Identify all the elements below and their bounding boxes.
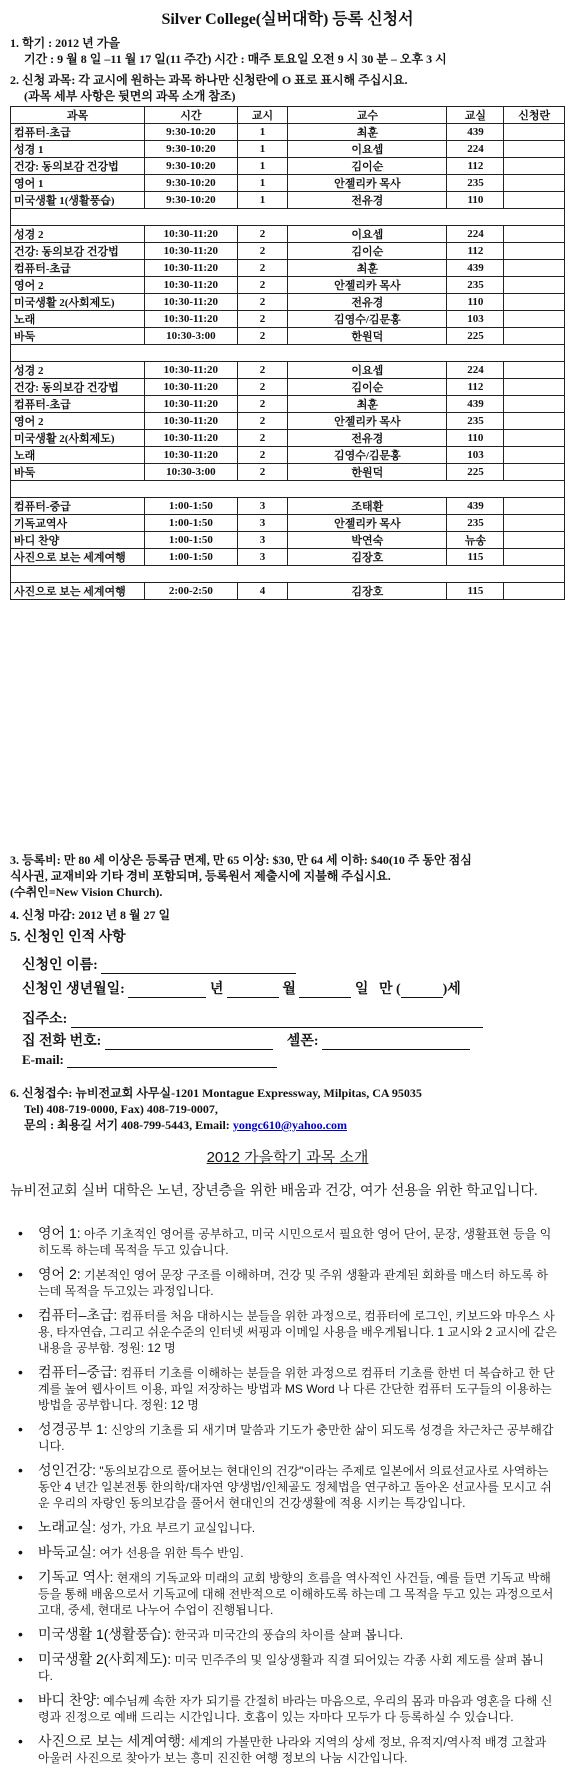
cell-instructor: 이요셉 (288, 226, 447, 243)
cell-signup[interactable] (504, 294, 565, 311)
cell-signup[interactable] (504, 515, 565, 532)
cell-room: 103 (447, 311, 504, 328)
cell-room: 115 (447, 583, 504, 600)
cell-period: 2 (237, 277, 287, 294)
cell-period: 2 (237, 430, 287, 447)
cell-instructor: 한원덕 (288, 328, 447, 345)
deadline: 4. 신청 마감: 2012 년 8 월 27 일 (10, 908, 171, 922)
course-desc: 현재의 기독교와 미래의 교회 방향의 흐름을 역사적인 사건들, 예를 들면 기독교 박해 등을 통해 배움으로서 기독교에 대해 전반적으로 이해하도록 하는데 그 목적을 두고 있는 과정으로서 고대, 중세, 현대로 나누어 수업이 진행됩니다. (38, 1571, 554, 1617)
course-description-item (18, 1421, 558, 1454)
group-spacer (11, 566, 565, 583)
semester-label: 1. 학기 : 2012 년 가을 (10, 36, 120, 50)
course-name: 성인건강: (38, 1462, 96, 1478)
cell-period: 2 (237, 464, 287, 481)
course-name: 컴퓨터–초급: (38, 1307, 118, 1323)
cell-room: 115 (447, 549, 504, 566)
cell-instructor: 김장호 (288, 549, 447, 566)
cell-signup[interactable] (504, 328, 565, 345)
cell-signup[interactable] (504, 175, 565, 192)
cell-period: 1 (237, 158, 287, 175)
course-name: 영어 2: (38, 1266, 81, 1282)
month-label: 월 (282, 982, 296, 997)
course-description-item (18, 1544, 558, 1561)
group-spacer-cell (11, 481, 565, 498)
table-row (11, 192, 565, 209)
age-prefix: 만 ( (378, 982, 401, 997)
group-spacer (11, 481, 565, 498)
cell-period: 1 (237, 124, 287, 141)
cell-label: 셀폰: (286, 1034, 319, 1049)
cell-time: 10:30-11:20 (144, 362, 237, 379)
email-field[interactable] (67, 1053, 277, 1068)
bullet-icon: • (18, 1421, 23, 1437)
cell-time: 10:30-3:00 (144, 464, 237, 481)
contact-inquiry: 문의 : 최용길 서기 408-799-5443, Email: (24, 1118, 230, 1132)
cell-instructor: 김이순 (288, 158, 447, 175)
cell-course: 미국생활 1(생활풍습) (11, 192, 145, 209)
cell-course: 건강: 동의보감 건강법 (11, 158, 145, 175)
cell-signup[interactable] (504, 277, 565, 294)
home-phone-label: 집 전화 번호: (22, 1034, 102, 1049)
cell-room: 103 (447, 447, 504, 464)
contact-line-3 (24, 1118, 347, 1133)
course-description-item (18, 1692, 558, 1725)
cell-room: 112 (447, 158, 504, 175)
bullet-icon: • (18, 1626, 23, 1642)
course-name: 노래교실: (38, 1519, 96, 1535)
course-description-item (18, 1626, 558, 1643)
cell-instructor: 최훈 (288, 260, 447, 277)
cell-time: 1:00-1:50 (144, 515, 237, 532)
cell-instructor: 박연숙 (288, 532, 447, 549)
cell-signup[interactable] (504, 379, 565, 396)
cell-instructor: 김영수/김문홍 (288, 447, 447, 464)
cell-course: 성경 2 (11, 226, 145, 243)
course-description-item (18, 1266, 558, 1299)
cell-course: 바둑 (11, 328, 145, 345)
course-description-item (18, 1462, 558, 1511)
cell-course: 미국생활 2(사회제도) (11, 294, 145, 311)
table-row (11, 243, 565, 260)
course-name: 영어 1: (38, 1225, 81, 1241)
course-description-item (18, 1733, 558, 1766)
address-label: 집주소: (22, 1012, 68, 1027)
cell-time: 1:00-1:50 (144, 532, 237, 549)
bullet-icon: • (18, 1364, 23, 1380)
table-row (11, 277, 565, 294)
group-spacer-cell (11, 566, 565, 583)
cell-signup[interactable] (504, 362, 565, 379)
cell-course: 영어 2 (11, 277, 145, 294)
cell-course: 노래 (11, 447, 145, 464)
cell-room: 439 (447, 124, 504, 141)
cell-signup[interactable] (504, 141, 565, 158)
course-intro-title (0, 1146, 575, 1167)
cell-time: 10:30-11:20 (144, 413, 237, 430)
course-desc: 컴퓨터를 처음 대하시는 분들을 위한 과정으로, 컴퓨터에 로그인, 키보드와 마우스 사용, 타자연습, 그리고 쉬운수준의 인터넷 써핑과 이메일 사용을 배우게됩니다. 1 교시와 2 교시에 같은 내용을 공부함. 정원: 12 명 (38, 1309, 557, 1355)
cell-room: 112 (447, 379, 504, 396)
course-name: 바둑교실: (38, 1544, 96, 1560)
course-desc: 기본적인 영어 문장 구조를 이해하며, 건강 및 주위 생활과 관계된 회화를 매스터 하도록 하는데 목적을 두고있는 과정입니다. (38, 1268, 548, 1298)
header-period: 교시 (237, 107, 287, 124)
cell-room: 112 (447, 243, 504, 260)
course-desc: 여가 선용을 위한 특수 반임. (99, 1546, 244, 1560)
table-row (11, 396, 565, 413)
year-label: 년 (209, 982, 224, 997)
home-phone-field[interactable] (105, 1035, 273, 1050)
cell-instructor: 최훈 (288, 124, 447, 141)
cell-period: 4 (237, 583, 287, 600)
course-name: 사진으로 보는 세계여행: (38, 1733, 185, 1749)
courses-instruction: 2. 신청 과목: 각 교시에 원하는 과목 하나만 신청란에 O 표로 표시해 주십시요. (10, 73, 408, 87)
cell-time: 10:30-11:20 (144, 277, 237, 294)
cell-room: 225 (447, 464, 504, 481)
cell-time: 10:30-11:20 (144, 294, 237, 311)
course-name: 미국생활 1(생활풍습): (38, 1626, 172, 1642)
cell-time: 10:30-11:20 (144, 243, 237, 260)
cell-time: 9:30-10:20 (144, 192, 237, 209)
cell-period: 2 (237, 226, 287, 243)
cell-time: 10:30-11:20 (144, 379, 237, 396)
cell-signup[interactable] (504, 413, 565, 430)
course-name: 성경공부 1: (38, 1421, 108, 1437)
course-description-item (18, 1225, 558, 1258)
course-name: 기독교 역사: (38, 1569, 114, 1585)
cell-signup[interactable] (504, 447, 565, 464)
cell-course: 건강: 동의보감 건강법 (11, 379, 145, 396)
cell-time: 1:00-1:50 (144, 549, 237, 566)
table-row (11, 549, 565, 566)
cell-time: 10:30-11:20 (144, 447, 237, 464)
cell-field[interactable] (322, 1035, 470, 1050)
birth-day-field[interactable] (299, 983, 351, 998)
cell-period: 2 (237, 260, 287, 277)
course-description-item (18, 1364, 558, 1413)
cell-room: 뉴송 (447, 532, 504, 549)
cell-course: 사진으로 보는 세계여행 (11, 583, 145, 600)
group-spacer-cell (11, 345, 565, 362)
cell-time: 10:30-11:20 (144, 396, 237, 413)
cell-period: 3 (237, 532, 287, 549)
fee-line-3: (수취인=New Vision Church). (10, 885, 163, 899)
cell-course: 컴퓨터-초급 (11, 396, 145, 413)
contact-line-1: 6. 신청접수: 뉴비전교회 사무실-1201 Montague Expressway, Milpitas, CA 95035 (10, 1086, 422, 1100)
course-desc: 성가, 가요 부르기 교실입니다. (99, 1521, 256, 1535)
cell-signup[interactable] (504, 583, 565, 600)
table-row (11, 311, 565, 328)
address-field[interactable] (71, 1013, 483, 1028)
applicant-info-label: 5. 신청인 인적 사항 (10, 930, 126, 945)
contact-line-2: Tel) 408-719-0000, Fax) 408-719-0007, (24, 1102, 218, 1116)
cell-course: 건강: 동의보감 건강법 (11, 243, 145, 260)
cell-period: 3 (237, 549, 287, 566)
cell-instructor: 김이순 (288, 243, 447, 260)
phone-row (22, 1030, 470, 1050)
fee-line-2: 식사권, 교재비와 기타 경비 포함되며, 등록원서 제출시에 지불해 주십시요. (10, 869, 391, 883)
cell-time: 9:30-10:20 (144, 141, 237, 158)
birth-label: 신청인 생년월일: (22, 982, 125, 997)
bullet-icon: • (18, 1225, 23, 1241)
bullet-icon: • (18, 1266, 23, 1282)
course-desc: 예수님께 속한 자가 되기를 간절히 바라는 마음으로, 우리의 몸과 마음과 영혼을 다해 신령과 진정으로 예배 드리는 시간입니다. 호흡이 있는 자마다 모두가 다 등록하실 수 있습니다. (38, 1694, 553, 1724)
cell-instructor: 전유경 (288, 294, 447, 311)
cell-room: 235 (447, 175, 504, 192)
cell-time: 10:30-11:20 (144, 311, 237, 328)
table-row (11, 260, 565, 277)
form-title: Silver College(실버대학) 등록 신청서 (161, 11, 414, 28)
birth-row (22, 978, 461, 998)
cell-instructor: 최훈 (288, 396, 447, 413)
bullet-icon: • (18, 1733, 23, 1749)
fee-line-1: 3. 등록비: 만 80 세 이상은 등록금 면제, 만 65 이상: $30, 만 64 세 이하: $40(10 주 동안 점심 (10, 853, 472, 867)
header-instructor: 교수 (288, 107, 447, 124)
semester-period: 기간 : 9 월 8 일 –11 월 17 일(11 주간) 시간 : 매주 토요일 오전 9 시 30 분 – 오후 3 시 (24, 52, 447, 66)
cell-signup[interactable] (504, 192, 565, 209)
cell-period: 2 (237, 396, 287, 413)
course-desc: 세계의 가볼만한 나라와 지역의 상세 정보, 유적지/역사적 배경 고찰과 아울러 사진으로 찾아가 보는 흥미 진진한 여행 정보의 나눔 시간입니다. (38, 1735, 547, 1765)
header-room: 교실 (447, 107, 504, 124)
header-signup: 신청란 (504, 107, 565, 124)
cell-signup[interactable] (504, 532, 565, 549)
table-row (11, 464, 565, 481)
cell-room: 224 (447, 226, 504, 243)
cell-period: 2 (237, 243, 287, 260)
header-time: 시간 (144, 107, 237, 124)
cell-course: 노래 (11, 311, 145, 328)
table-row (11, 328, 565, 345)
cell-room: 110 (447, 294, 504, 311)
course-name: 바디 찬양: (38, 1692, 100, 1708)
cell-instructor: 안젤리카 목사 (288, 175, 447, 192)
cell-instructor: 김장호 (288, 583, 447, 600)
cell-room: 439 (447, 498, 504, 515)
course-desc: 신앙의 기초를 되 새기며 말씀과 기도가 충만한 삶이 되도록 성경을 차근차근 공부해갑니다. (38, 1423, 554, 1453)
age-field[interactable] (401, 983, 443, 998)
group-spacer-cell (11, 209, 565, 226)
bullet-icon: • (18, 1462, 23, 1478)
cell-period: 2 (237, 362, 287, 379)
course-name: 미국생활 2(사회제도): (38, 1651, 172, 1667)
cell-signup[interactable] (504, 243, 565, 260)
cell-time: 9:30-10:20 (144, 175, 237, 192)
bullet-icon: • (18, 1544, 23, 1560)
table-row (11, 515, 565, 532)
cell-period: 1 (237, 141, 287, 158)
cell-signup[interactable] (504, 311, 565, 328)
age-suffix: )세 (442, 982, 461, 997)
table-row (11, 158, 565, 175)
cell-signup[interactable] (504, 430, 565, 447)
table-row (11, 362, 565, 379)
course-desc: 컴퓨터 기초를 이해하는 분들을 위한 과정으로 컴퓨터 기초를 한번 더 복습하고 한 단계를 높여 웹사이트 이용, 파일 저장하는 방법과 MS Word 나 다른 간단한 컴퓨터 도구들의 이용하는방법을 공부합니다. 정원: 12 명 (38, 1366, 555, 1412)
course-description-item (18, 1307, 558, 1356)
cell-course: 미국생활 2(사회제도) (11, 430, 145, 447)
table-row (11, 532, 565, 549)
cell-room: 235 (447, 413, 504, 430)
table-row (11, 141, 565, 158)
cell-instructor: 안젤리카 목사 (288, 413, 447, 430)
cell-room: 224 (447, 362, 504, 379)
cell-time: 10:30-11:20 (144, 260, 237, 277)
cell-room: 439 (447, 396, 504, 413)
cell-period: 2 (237, 447, 287, 464)
cell-course: 바디 찬양 (11, 532, 145, 549)
course-desc: "동의보감으로 풀어보는 현대인의 건강"이라는 주제로 일본에서 의료선교사로 사역하는동안 4 년간 일본전통 한의학/대자연 양생법/인체골도 정체법을 연구하고 돌아온 선교사를 모시고 쉬운 우리의 자랑인 동의보감을 풀어서 현대인의 건강생활에 적용 시키는 특강입니다. (38, 1464, 552, 1510)
name-field[interactable] (101, 959, 296, 974)
cell-room: 439 (447, 260, 504, 277)
cell-time: 10:30-3:00 (144, 328, 237, 345)
cell-instructor: 김이순 (288, 379, 447, 396)
cell-time: 9:30-10:20 (144, 158, 237, 175)
cell-signup[interactable] (504, 464, 565, 481)
cell-period: 3 (237, 515, 287, 532)
group-spacer (11, 345, 565, 362)
cell-instructor: 이요셉 (288, 141, 447, 158)
bullet-icon: • (18, 1692, 23, 1708)
cell-time: 10:30-11:20 (144, 226, 237, 243)
day-label: 일 (354, 982, 369, 997)
cell-instructor: 안젤리카 목사 (288, 277, 447, 294)
cell-instructor: 전유경 (288, 430, 447, 447)
cell-signup[interactable] (504, 124, 565, 141)
cell-time: 10:30-11:20 (144, 430, 237, 447)
bullet-icon: • (18, 1651, 23, 1667)
table-row (11, 447, 565, 464)
course-description-item (18, 1519, 558, 1536)
cell-instructor: 김영수/김문홍 (288, 311, 447, 328)
cell-period: 2 (237, 413, 287, 430)
group-spacer (11, 209, 565, 226)
cell-course: 성경 1 (11, 141, 145, 158)
cell-course: 컴퓨터-초급 (11, 260, 145, 277)
contact-email-link[interactable]: yongc610@yahoo.com (232, 1118, 347, 1132)
table-row (11, 379, 565, 396)
cell-course: 사진으로 보는 세계여행 (11, 549, 145, 566)
cell-room: 235 (447, 515, 504, 532)
cell-course: 기독교역사 (11, 515, 145, 532)
cell-signup[interactable] (504, 549, 565, 566)
table-row (11, 294, 565, 311)
cell-period: 1 (237, 175, 287, 192)
cell-instructor: 안젤리카 목사 (288, 515, 447, 532)
email-row (22, 1052, 277, 1068)
cell-period: 2 (237, 311, 287, 328)
name-label: 신청인 이름: (22, 958, 98, 973)
cell-room: 110 (447, 192, 504, 209)
cell-period: 3 (237, 498, 287, 515)
cell-signup[interactable] (504, 498, 565, 515)
cell-time: 9:30-10:20 (144, 124, 237, 141)
cell-time: 2:00-2:50 (144, 583, 237, 600)
course-desc: 미국 민주주의 및 일상생활과 직결 되어있는 각종 사회 제도를 살펴 봅니다. (38, 1653, 544, 1683)
course-schedule-table (10, 106, 565, 600)
cell-room: 225 (447, 328, 504, 345)
birth-month-field[interactable] (227, 983, 279, 998)
table-row (11, 226, 565, 243)
course-desc: 한국과 미국간의 풍습의 차이를 살펴 봅니다. (174, 1628, 404, 1642)
table-row (11, 124, 565, 141)
cell-instructor: 이요셉 (288, 362, 447, 379)
cell-period: 2 (237, 379, 287, 396)
cell-room: 110 (447, 430, 504, 447)
cell-room: 235 (447, 277, 504, 294)
cell-period: 1 (237, 192, 287, 209)
courses-note: (과목 세부 사항은 뒷면의 과목 소개 참조) (24, 89, 236, 103)
cell-period: 2 (237, 328, 287, 345)
course-name: 컴퓨터–중급: (38, 1364, 118, 1380)
cell-period: 2 (237, 294, 287, 311)
course-intro-text: 뉴비전교회 실버 대학은 노년, 장년층을 위한 배움과 건강, 여가 선용을 위한 학교입니다. (10, 1182, 538, 1198)
cell-course: 바둑 (11, 464, 145, 481)
table-row (11, 498, 565, 515)
birth-year-field[interactable] (128, 983, 206, 998)
bullet-icon: • (18, 1519, 23, 1535)
bullet-icon: • (18, 1307, 23, 1323)
header-course: 과목 (11, 107, 145, 124)
cell-course: 영어 2 (11, 413, 145, 430)
table-row (11, 175, 565, 192)
table-row (11, 583, 565, 600)
table-header-row (11, 107, 565, 124)
name-row (22, 954, 296, 974)
course-description-item (18, 1651, 558, 1684)
cell-room: 224 (447, 141, 504, 158)
cell-instructor: 한원덕 (288, 464, 447, 481)
email-label: E-mail: (22, 1052, 64, 1067)
cell-course: 컴퓨터-중급 (11, 498, 145, 515)
course-desc: 아주 기초적인 영어를 공부하고, 미국 시민으로서 필요한 영어 단어, 문장, 생활표현 등을 익히도록 하는데 목적을 두고 있습니다. (38, 1227, 552, 1257)
cell-signup[interactable] (504, 158, 565, 175)
cell-signup[interactable] (504, 396, 565, 413)
address-row (22, 1008, 483, 1028)
cell-instructor: 조태환 (288, 498, 447, 515)
cell-instructor: 전유경 (288, 192, 447, 209)
cell-signup[interactable] (504, 226, 565, 243)
cell-course: 성경 2 (11, 362, 145, 379)
cell-time: 1:00-1:50 (144, 498, 237, 515)
cell-course: 영어 1 (11, 175, 145, 192)
cell-signup[interactable] (504, 260, 565, 277)
bullet-icon: • (18, 1569, 23, 1585)
table-row (11, 430, 565, 447)
course-description-list (18, 1225, 558, 1774)
course-description-item (18, 1569, 558, 1618)
cell-course: 컴퓨터-초급 (11, 124, 145, 141)
table-row (11, 413, 565, 430)
course-intro-title-text: 2012 가을학기 과목 소개 (206, 1149, 369, 1166)
